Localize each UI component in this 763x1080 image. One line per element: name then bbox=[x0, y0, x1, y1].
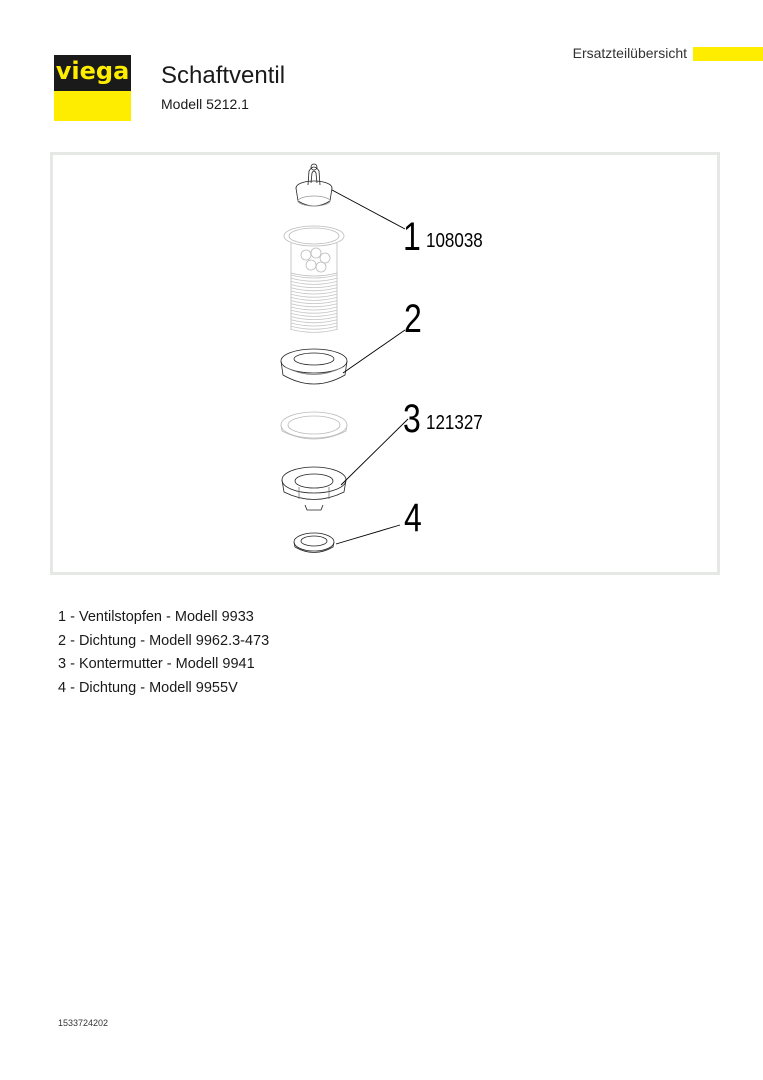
callout-1 bbox=[403, 215, 483, 260]
shaft-thread-line bbox=[291, 326, 337, 329]
document-type-marker bbox=[693, 47, 763, 61]
shaft-thread-line bbox=[291, 275, 337, 278]
exploded-view-drawing bbox=[53, 155, 717, 572]
shaft-thread-line bbox=[291, 301, 337, 304]
shaft-thread-line bbox=[291, 320, 337, 323]
exploded-view-frame bbox=[50, 152, 720, 575]
callout-number: 4 bbox=[404, 496, 422, 540]
callout-number: 3 bbox=[403, 397, 421, 441]
shaft-thread-line bbox=[291, 281, 337, 284]
shaft-thread-line bbox=[291, 329, 337, 332]
shaft-thread-line bbox=[291, 291, 337, 294]
callout-4 bbox=[404, 496, 426, 541]
parts-list bbox=[58, 606, 269, 701]
parts-list-item: 4 - Dichtung - Modell 9955V bbox=[58, 680, 238, 697]
document-type-label: Ersatzteilübersicht bbox=[572, 45, 687, 61]
part-code: 121327 bbox=[426, 412, 483, 434]
parts-list-item: 3 - Kontermutter - Modell 9941 bbox=[58, 656, 255, 673]
page-subtitle: Modell 5212.1 bbox=[161, 96, 249, 112]
callout-3 bbox=[403, 397, 483, 442]
shaft-thread-line bbox=[291, 278, 337, 281]
shaft-thread-line bbox=[291, 288, 337, 291]
callout-number: 1 bbox=[403, 215, 421, 259]
document-number: 1533724202 bbox=[58, 1018, 109, 1028]
part-code: 108038 bbox=[426, 230, 483, 252]
shaft-thread-line bbox=[291, 310, 337, 313]
flat-ring-part bbox=[281, 412, 347, 439]
logo-yellow-block bbox=[54, 91, 131, 121]
lock-nut-part bbox=[282, 467, 346, 510]
callout-2 bbox=[404, 297, 426, 342]
valve-plug-part bbox=[296, 164, 332, 206]
shaft-thread-line bbox=[291, 323, 337, 326]
callout-number: 2 bbox=[404, 297, 422, 341]
shaft-thread-line bbox=[291, 304, 337, 307]
gasket-part bbox=[281, 349, 347, 384]
small-gasket-part bbox=[294, 533, 334, 553]
shaft-thread-line bbox=[291, 297, 337, 300]
page-title: Schaftventil bbox=[161, 62, 286, 89]
shaft-thread-line bbox=[291, 294, 337, 297]
shaft-thread-line bbox=[291, 307, 337, 310]
shaft-thread-line bbox=[291, 285, 337, 288]
parts-list-item: 1 - Ventilstopfen - Modell 9933 bbox=[58, 609, 254, 625]
logo-wordmark: viega bbox=[55, 57, 130, 85]
shaft-thread-line bbox=[291, 313, 337, 316]
viega-logo bbox=[54, 55, 131, 121]
parts-list-item: 2 - Dichtung - Modell 9962.3-473 bbox=[58, 632, 270, 649]
shaft-thread-line bbox=[291, 317, 337, 320]
